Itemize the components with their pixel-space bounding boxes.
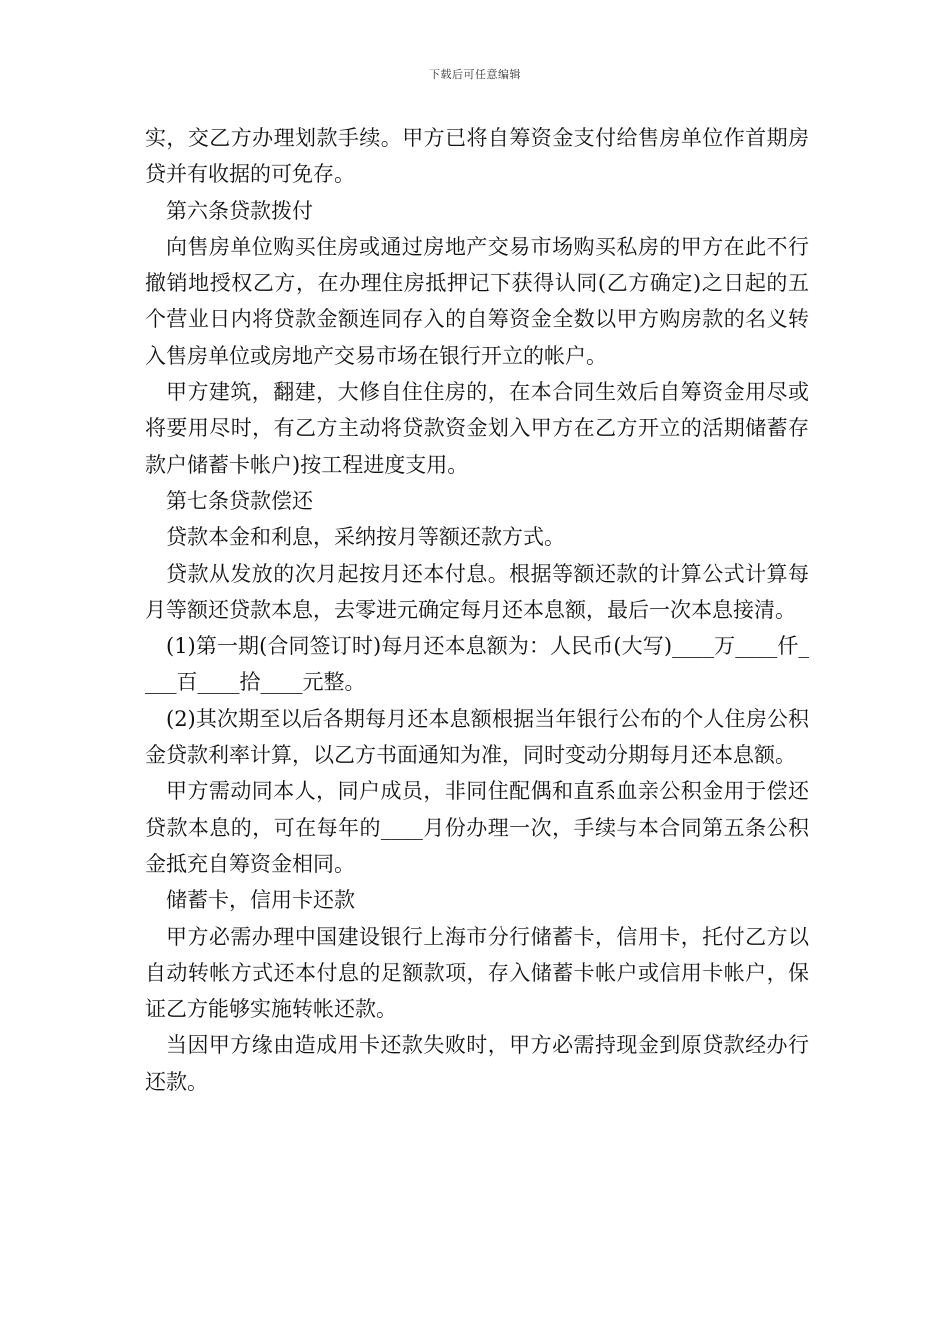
paragraph-provident-fund: 甲方需动同本人，同户成员，非同住配偶和直系血亲公积金用于偿还贷款本息的，可在每年的____月份办理一次，手续与本合同第五条公积金抵充自筹资金相同。 [145, 779, 809, 876]
paragraph-repayment-method: 贷款本金和利息，采纳按月等额还款方式。 [166, 525, 565, 550]
section-heading-card-repayment: 储蓄卡，信用卡还款 [166, 888, 355, 913]
article-heading-7: 第七条贷款偿还 [166, 488, 313, 513]
paragraph-loan-disbursement: 向售房单位购买住房或通过房地产交易市场购买私房的甲方在此不行撤销地授权乙方，在办理住房抵押记下获得认同(乙方确定)之日起的五个营业日内将贷款金额连同存入的自筹资金全数以甲方购房款的名义转入售房单位或房地产交易市场在银行开立的帐户。 [145, 234, 809, 368]
paragraph-construction-funds: 甲方建筑，翻建，大修自住住房的，在本合同生效后自筹资金用尽或将要用尽时，有乙方主动将贷款资金划入甲方在乙方开立的活期储蓄存款户储蓄卡帐户)按工程进度支用。 [145, 380, 809, 477]
document-body [145, 120, 809, 1100]
paragraph-subsequent-installments: (2)其次期至以后各期每月还本息额根据当年银行公布的个人住房公积金贷款利率计算，以乙方书面通知为准，同时变动分期每月还本息额。 [145, 706, 809, 768]
paragraph-first-installment: (1)第一期(合同签订时)每月还本息额为：人民币(大写)____万____仟____百____拾____元整。 [145, 634, 809, 695]
page-header: 下载后可任意编辑 [429, 68, 521, 81]
paragraph-card-failure: 当因甲方缘由造成用卡还款失败时，甲方必需持现金到原贷款经办行还款。 [145, 1033, 809, 1094]
paragraph-monthly-repayment: 贷款从发放的次月起按月还本付息。根据等额还款的计算公式计算每月等额还贷款本息，去零进元确定每月还本息额，最后一次本息接清。 [145, 561, 809, 622]
paragraph-continuation: 实，交乙方办理划款手续。甲方已将自筹资金支付给售房单位作首期房贷并有收据的可免存。 [145, 126, 809, 187]
paragraph-card-requirement: 甲方必需办理中国建设银行上海市分行储蓄卡，信用卡，托付乙方以自动转帐方式还本付息的足额款项，存入储蓄卡帐户或信用卡帐户，保证乙方能够实施转帐还款。 [145, 924, 809, 1022]
article-heading-6: 第六条贷款拨付 [166, 198, 313, 223]
